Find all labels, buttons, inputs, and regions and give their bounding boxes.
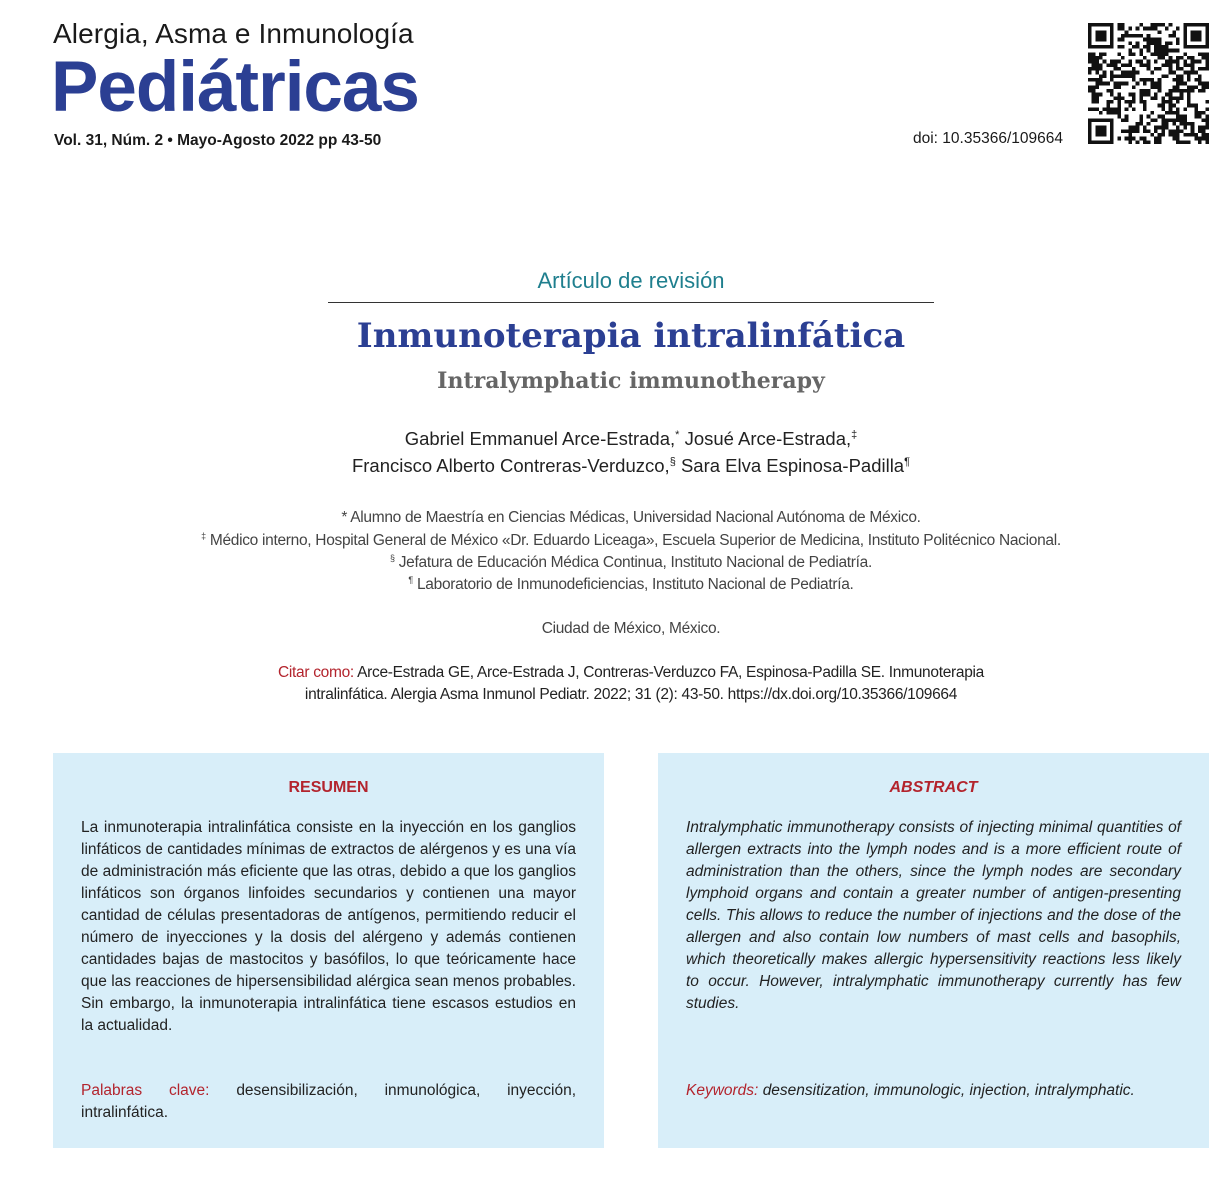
keywords-text: desensitization, immunologic, injection, intralymphatic. bbox=[762, 1082, 1135, 1099]
volume-info: Vol. 31, Núm. 2 • Mayo-Agosto 2022 pp 43-50 bbox=[54, 132, 382, 149]
abstract-box bbox=[658, 753, 1209, 1148]
doi-label: doi: 10.35366/109664 bbox=[913, 130, 1063, 147]
journal-title-top: Alergia, Asma e Inmunología bbox=[53, 18, 414, 49]
abstract-keywords bbox=[686, 1080, 1181, 1102]
author-name: Gabriel Emmanuel Arce-Estrada, bbox=[404, 428, 676, 449]
authors-line bbox=[0, 428, 1228, 450]
city: Ciudad de México, México. bbox=[541, 620, 721, 637]
article-title-english: Intralymphatic immunotherapy bbox=[437, 368, 825, 394]
affiliation-mark: ¶ bbox=[408, 575, 413, 585]
keywords-text: desensibilización, inmunológica, inyección, intralinfática. bbox=[81, 1082, 576, 1121]
author-name: Josué Arce-Estrada, bbox=[684, 428, 852, 449]
author-mark: ‡ bbox=[851, 428, 858, 441]
article-type: Artículo de revisión bbox=[537, 268, 725, 293]
affiliation-mark: § bbox=[389, 553, 395, 563]
author-mark: § bbox=[669, 455, 676, 468]
author-name: Francisco Alberto Contreras-Verduzco, bbox=[351, 455, 670, 476]
affiliation-text: Alumno de Maestría en Ciencias Médicas, Universidad Nacional Autónoma de México. bbox=[350, 509, 921, 526]
citation-label: Citar como: bbox=[278, 664, 354, 681]
affiliation-mark: ‡ bbox=[201, 531, 206, 541]
header-divider bbox=[328, 302, 934, 303]
article-title-spanish: Inmunoterapia intralinfática bbox=[356, 316, 906, 356]
affiliation-mark: * bbox=[341, 509, 348, 526]
resumen-box bbox=[53, 753, 604, 1148]
authors-line bbox=[0, 455, 1228, 477]
author-name: Sara Elva Espinosa-Padilla bbox=[680, 455, 905, 476]
affiliation bbox=[0, 531, 1228, 550]
resumen-heading: RESUMEN bbox=[288, 779, 369, 796]
author-mark: * bbox=[675, 428, 680, 441]
affiliation-text: Jefatura de Educación Médica Continua, Instituto Nacional de Pediatría. bbox=[398, 554, 872, 572]
abstract-heading: ABSTRACT bbox=[889, 779, 978, 796]
affiliation bbox=[0, 509, 1228, 527]
affiliation bbox=[0, 553, 1228, 572]
resumen-body: La inmunoterapia intralinfática consiste en la inyección en los ganglios linfáticos de cantidades mínimas de extractos de alérgenos y es una vía de administración más eficiente que las otras, debido a que los ganglios linfáticos son órganos linfoides secundarios y contienen una mayor cantidad de células presentadoras de antígenos, permitiendo reducir el número de inyecciones y la dosis del alérgeno y además contienen cantidades bajas de mastocitos y basófilos, lo que teóricamente hace que las reacciones de hipersensibilidad alérgica sean menos probables. Sin embargo, la inmunoterapia intralinfática tiene escasos estudios en la actualidad. bbox=[81, 819, 576, 1034]
qr-code-icon bbox=[1088, 23, 1209, 144]
journal-title-main: Pediátricas bbox=[51, 48, 419, 127]
keywords-label: Keywords: bbox=[686, 1082, 759, 1099]
affiliation bbox=[0, 575, 1228, 594]
author-mark: ¶ bbox=[904, 455, 911, 468]
affiliation-text: Laboratorio de Inmunodeficiencias, Instituto Nacional de Pediatría. bbox=[416, 576, 854, 594]
abstract-body: Intralymphatic immunotherapy consists of injecting minimal quantities of allergen extracts into the lymph nodes and is a more efficient route of administration than the others, since the lymph nodes are secondary lymphoid organs and contain a greater number of antigen-presenting cells. This allows to reduce the number of injections and the dose of the allergen and also contain low numbers of mast cells and basophils, which theoretically makes allergic hypersensitivity reactions less likely to occur. However, intralymphatic immunotherapy currently has few studies. bbox=[686, 819, 1181, 1012]
citation bbox=[240, 662, 1022, 706]
affiliation-text: Médico interno, Hospital General de México «Dr. Eduardo Liceaga», Escuela Superior de Medicina, Instituto Politécnico Nacional. bbox=[209, 532, 1061, 550]
resumen-keywords bbox=[81, 1080, 576, 1124]
citation-text: Arce-Estrada GE, Arce-Estrada J, Contreras-Verduzco FA, Espinosa-Padilla SE. Inmunoterapia intralinfática. Alergia Asma Inmunol Pediatr. 2022; 31 (2): 43-50. https://dx.doi.org/10.35366/109664 bbox=[304, 664, 984, 703]
keywords-label: Palabras clave: bbox=[81, 1082, 210, 1099]
